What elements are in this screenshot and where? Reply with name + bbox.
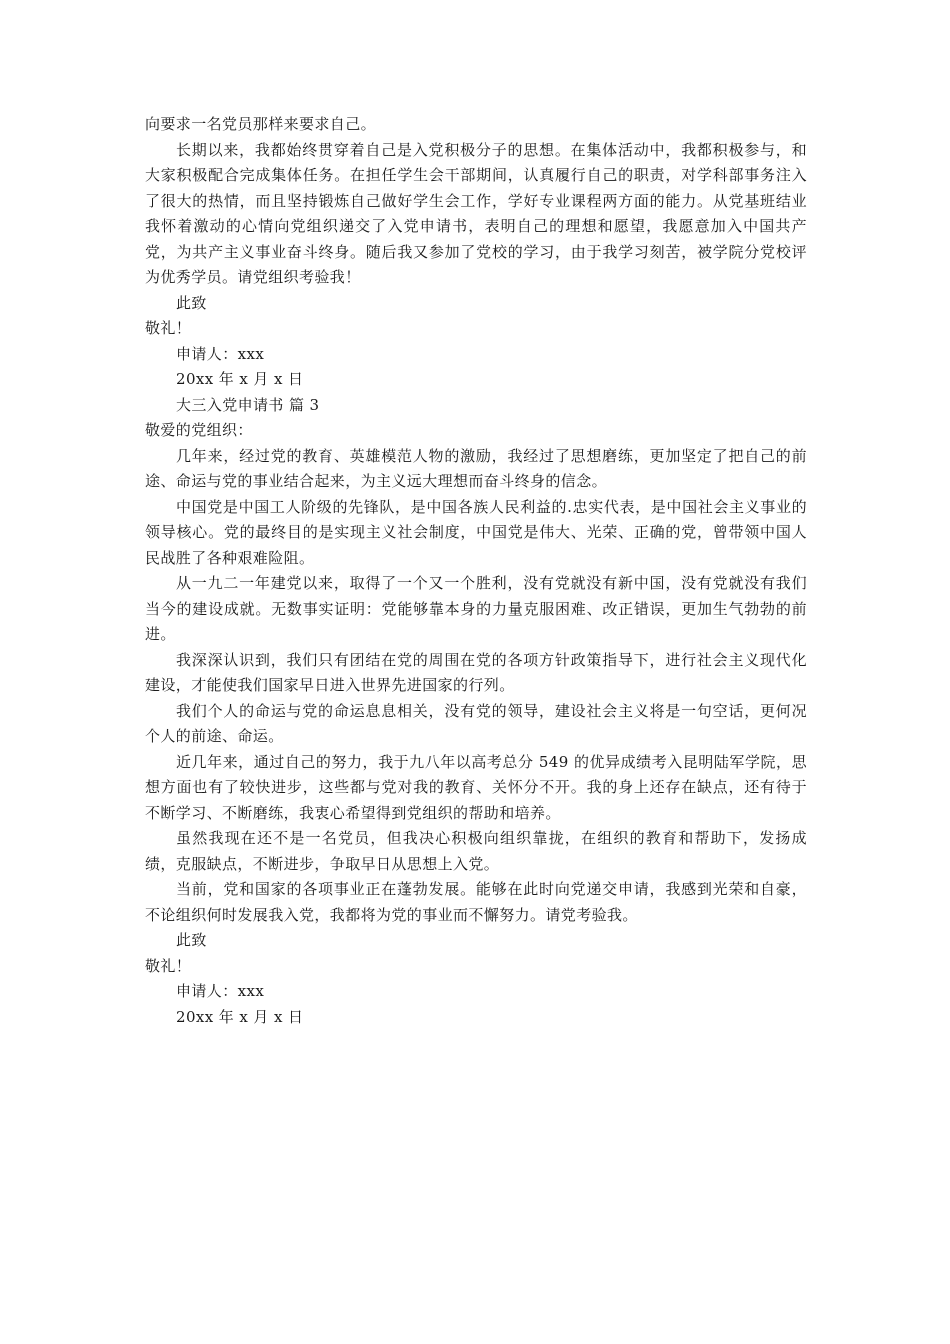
paragraph: 从一九二一年建党以来，取得了一个又一个胜利，没有党就没有新中国，没有党就没有我们当今的建设成就。无数事实证明：党能够靠本身的力量克服困难、改正错误，更加生气勃勃的前进。	[145, 574, 807, 643]
paragraph: 我们个人的命运与党的命运息息相关，没有党的领导，建设社会主义将是一句空话，更何况个人的前途、命运。	[145, 701, 807, 745]
paragraph: 几年来，经过党的教育、英雄模范人物的激励，我经过了思想磨练，更加坚定了把自己的前途、命运与党的事业结合起来，为主义远大理想而奋斗终身的信念。	[145, 446, 807, 490]
salutation: 敬礼！	[145, 956, 192, 975]
paragraph: 虽然我现在还不是一名党员，但我决心积极向组织靠拢，在组织的教育和帮助下，发扬成绩，克服缺点，不断进步，争取早日从思想上入党。	[145, 829, 807, 873]
applicant-signature: 申请人：xxx	[176, 344, 265, 363]
closing-phrase: 此致	[176, 293, 207, 312]
greeting: 敬爱的党组织：	[145, 421, 253, 439]
date-line: 20xx 年 x 月 x 日	[176, 370, 304, 388]
document-page	[145, 112, 807, 1030]
applicant-signature: 申请人：xxx	[176, 982, 265, 1000]
paragraph: 近几年来，通过自己的努力，我于九八年以高考总分 549 的优异成绩考入昆明陆军学院，思想方面也有了较快进步，这些都与党对我的教育、关怀分不开。我的身上还存在缺点，还有待于不断学习、不断磨练，我衷心希望得到党组织的帮助和培养。	[145, 752, 807, 822]
salutation: 敬礼！	[145, 319, 192, 337]
paragraph: 我深深认识到，我们只有团结在党的周围在党的各项方针政策指导下，进行社会主义现代化建设，才能使我们国家早日进入世界先进国家的行列。	[145, 650, 807, 694]
section-heading: 大三入党申请书 篇 3	[176, 395, 320, 414]
paragraph: 长期以来，我都始终贯穿着自己是入党积极分子的思想。在集体活动中，我都积极参与，和大家积极配合完成集体任务。在担任学生会干部期间，认真履行自己的职责，对学科部事务注入了很大的热情，而且坚持锻炼自己做好学生会工作，学好专业课程两方面的能力。从党基班结业我怀着激动的心情向党组织递交了入党申请书，表明自己的理想和愿望，我愿意加入中国共产党，为共产主义事业奋斗终身。随后我又参加了党校的学习，由于我学习刻苦，被学院分党校评为优秀学员。请党组织考验我！	[145, 140, 807, 286]
paragraph-continuation: 向要求一名党员那样来要求自己。	[145, 115, 377, 133]
paragraph: 当前，党和国家的各项事业正在蓬勃发展。能够在此时向党递交申请，我感到光荣和自豪，不论组织何时发展我入党，我都将为党的事业而不懈努力。请党考验我。	[145, 880, 807, 924]
paragraph: 中国党是中国工人阶级的先锋队，是中国各族人民利益的.忠实代表，是中国社会主义事业的领导核心。党的最终目的是实现主义社会制度，中国党是伟大、光荣、正确的党，曾带领中国人民战胜了各种艰难险阻。	[145, 497, 807, 567]
closing-phrase: 此致	[176, 931, 207, 949]
date-line: 20xx 年 x 月 x 日	[176, 1007, 304, 1026]
